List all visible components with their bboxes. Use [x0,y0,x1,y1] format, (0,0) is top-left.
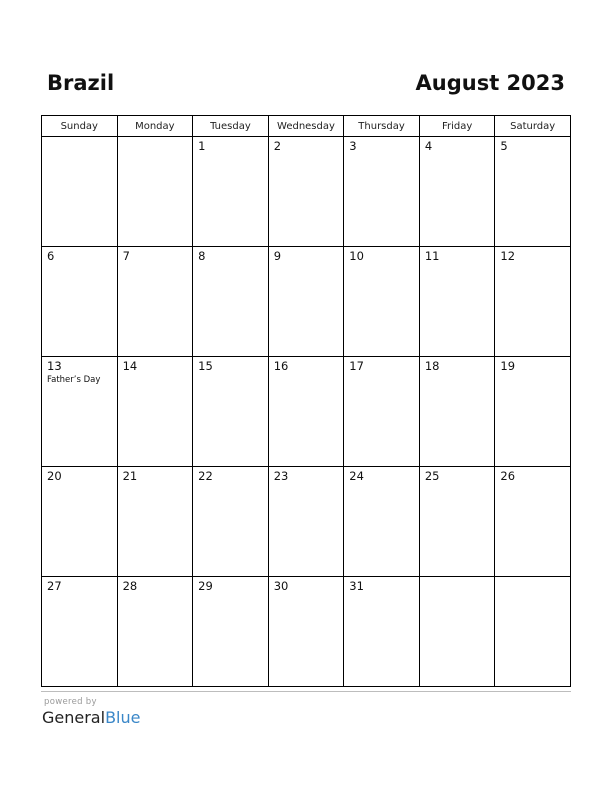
day-cell [344,137,420,247]
day-number: 3 [349,139,357,153]
calendar-week-row [42,577,571,687]
day-cell [117,247,193,357]
day-number: 1 [198,139,206,153]
day-number: 13 [47,359,62,373]
day-cell [268,467,344,577]
day-number: 26 [500,469,516,483]
weekday-header-monday: Monday [117,116,193,137]
calendar-week-row [42,357,571,467]
day-cell [268,577,344,687]
weekday-header-wednesday: Wednesday [268,116,344,137]
weekday-header-thursday: Thursday [344,116,420,137]
day-number: 8 [198,249,206,263]
weekday-header-row [42,116,571,137]
weekday-header-tuesday: Tuesday [193,116,269,137]
day-cell [495,247,571,357]
day-number: 19 [500,359,516,373]
weekday-header-sunday: Sunday [42,116,118,137]
day-number: 22 [198,469,213,483]
calendar-week-row [42,467,571,577]
day-cell [495,357,571,467]
brand-name-blue: Blue [105,708,141,727]
day-cell [193,247,269,357]
day-number: 9 [273,249,282,263]
day-cell [117,577,193,687]
day-cell [419,137,495,247]
day-cell [495,577,571,687]
day-cell [193,357,269,467]
day-number: 24 [349,469,364,483]
calendar-grid [41,115,571,687]
day-cell [193,467,269,577]
day-cell [42,357,118,467]
day-number: 14 [122,359,138,373]
day-number: 29 [198,579,213,593]
day-cell [344,357,420,467]
day-number: 2 [273,139,282,153]
calendar-week-row [42,247,571,357]
day-cell [193,577,269,687]
day-number: 30 [273,579,289,593]
day-number: 21 [122,469,138,483]
day-number: 31 [349,579,364,593]
day-cell [268,137,344,247]
calendar-week-row [42,137,571,247]
day-number: 20 [47,469,62,483]
day-cell [495,467,571,577]
day-number: 28 [122,579,138,593]
day-cell [42,137,118,247]
country-title: Brazil [47,71,115,95]
day-cell [42,577,118,687]
day-cell [117,137,193,247]
holiday-label: Father’s Day [47,375,101,385]
day-cell [117,467,193,577]
weekday-header-friday: Friday [419,116,495,137]
day-number: 17 [349,359,364,373]
day-number: 23 [273,469,289,483]
day-cell [268,357,344,467]
day-cell [344,577,420,687]
day-number: 12 [500,249,516,263]
month-year-title: August 2023 [415,71,565,95]
day-number: 18 [424,359,440,373]
day-number: 4 [424,139,433,153]
day-number: 15 [198,359,213,373]
day-cell [117,357,193,467]
day-number: 27 [47,579,62,593]
day-number: 6 [47,249,55,263]
powered-by-label: powered by [44,697,97,707]
day-cell [419,357,495,467]
weekday-header-saturday: Saturday [495,116,571,137]
day-number: 16 [273,359,289,373]
day-number: 11 [424,249,440,263]
day-number: 7 [122,249,130,263]
day-cell [193,137,269,247]
footer-divider [41,691,571,692]
day-number: 25 [424,469,440,483]
generalblue-logo-link[interactable] [42,708,140,727]
day-cell [495,137,571,247]
day-number: 5 [500,139,508,153]
brand-name-general: General [42,708,106,727]
day-cell [268,247,344,357]
day-cell [419,467,495,577]
day-number: 10 [349,249,364,263]
day-cell [42,467,118,577]
day-cell [42,247,118,357]
day-cell [419,577,495,687]
day-cell [419,247,495,357]
day-cell [344,467,420,577]
day-cell [344,247,420,357]
